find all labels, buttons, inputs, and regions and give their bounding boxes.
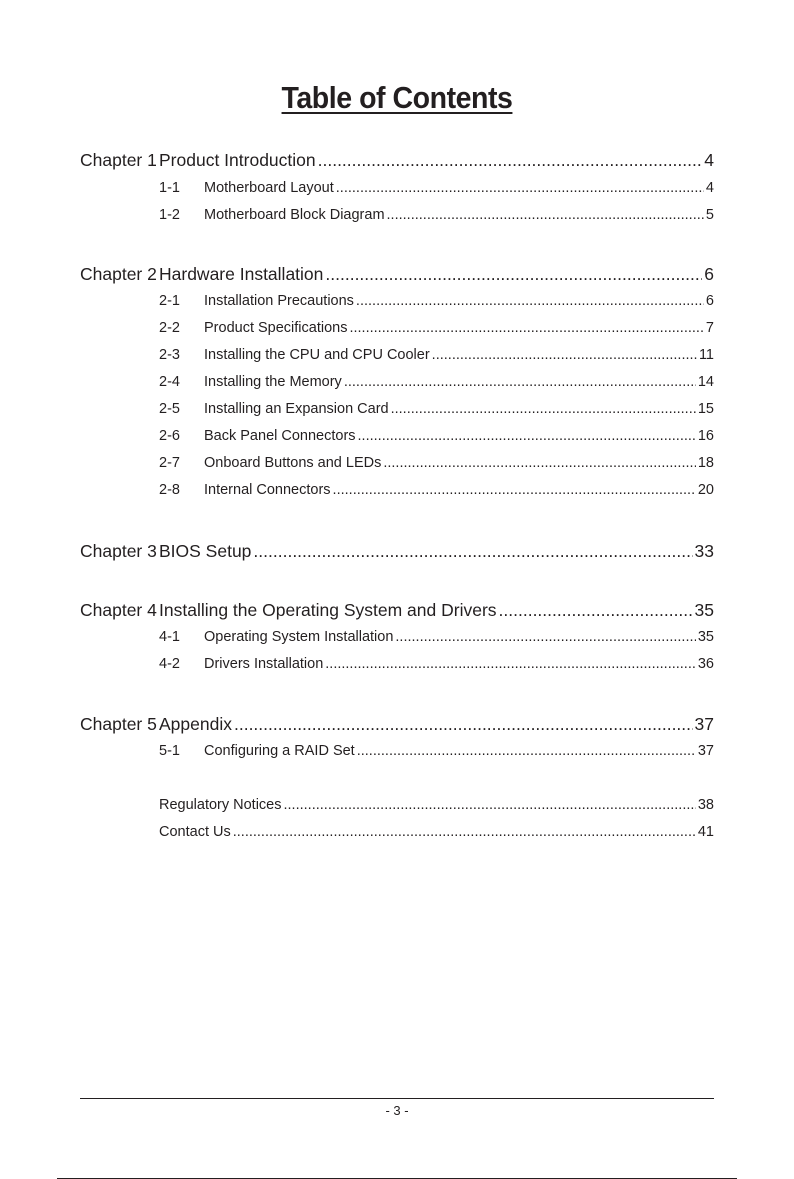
section-page-number: 11 [698, 347, 714, 363]
toc-section-1-2[interactable] [159, 207, 714, 223]
toc-section-2-8[interactable] [159, 482, 714, 498]
chapter-title: Hardware Installation [159, 264, 324, 284]
toc-contact-us[interactable] [159, 824, 714, 840]
section-title: Installation Precautions [204, 293, 354, 309]
chapter-label: Chapter 3 [80, 541, 157, 561]
section-title: Onboard Buttons and LEDs [204, 455, 382, 471]
section-page-number: 6 [705, 293, 714, 309]
chapter-label: Chapter 4 [80, 600, 157, 620]
leader-dots [325, 656, 696, 672]
toc-chapter-5[interactable] [80, 714, 714, 735]
leader-dots [325, 264, 702, 285]
chapter-label: Chapter 5 [80, 714, 157, 734]
section-number: 2-5 [159, 401, 180, 417]
extra-title: Contact Us [159, 824, 231, 840]
toc-section-2-7[interactable] [159, 455, 714, 471]
section-page-number: 15 [697, 401, 714, 417]
section-number: 1-2 [159, 207, 180, 223]
leader-dots [395, 629, 695, 645]
chapter-page-number: 33 [694, 541, 714, 561]
section-page-number: 4 [705, 180, 714, 196]
chapter-title: Appendix [159, 714, 232, 734]
toc-chapter-1[interactable] [80, 150, 714, 171]
chapter-title: Product Introduction [159, 150, 316, 170]
leader-dots [432, 347, 697, 363]
chapter-title: BIOS Setup [159, 541, 252, 561]
leader-dots [349, 320, 703, 336]
section-page-number: 7 [705, 320, 714, 336]
leader-dots [284, 797, 696, 813]
leader-dots [356, 293, 704, 309]
leader-dots [357, 743, 696, 759]
chapter-label: Chapter 2 [80, 264, 157, 284]
section-number: 2-6 [159, 428, 180, 444]
toc-regulatory-notices[interactable] [159, 797, 714, 813]
toc-chapter-3[interactable] [80, 541, 714, 562]
leader-dots [234, 714, 693, 735]
page-title: Table of Contents [281, 80, 513, 115]
leader-dots [318, 150, 703, 171]
section-title: Internal Connectors [204, 482, 331, 498]
chapter-label: Chapter 1 [80, 150, 157, 170]
chapter-page-number: 4 [704, 150, 714, 170]
section-title: Drivers Installation [204, 656, 324, 672]
leader-dots [383, 455, 696, 471]
section-title: Installing the CPU and CPU Cooler [204, 347, 430, 363]
toc-section-2-5[interactable] [159, 401, 714, 417]
section-page-number: 14 [697, 374, 714, 390]
leader-dots [333, 482, 696, 498]
section-number: 4-1 [159, 629, 180, 645]
section-number: 2-1 [159, 293, 180, 309]
section-title: Installing the Memory [204, 374, 342, 390]
section-title: Operating System Installation [204, 629, 394, 645]
section-number: 2-3 [159, 347, 180, 363]
leader-dots [233, 824, 696, 840]
section-title: Product Specifications [204, 320, 348, 336]
section-number: 2-2 [159, 320, 180, 336]
leader-dots [387, 207, 704, 223]
leader-dots [336, 180, 704, 196]
section-page-number: 16 [697, 428, 714, 444]
section-number: 4-2 [159, 656, 180, 672]
section-page-number: 20 [697, 482, 714, 498]
toc-section-2-3[interactable] [159, 347, 714, 363]
leader-dots [358, 428, 696, 444]
leader-dots [253, 541, 692, 562]
section-title: Configuring a RAID Set [204, 743, 355, 759]
section-title: Motherboard Block Diagram [204, 207, 385, 223]
toc-section-5-1[interactable] [159, 743, 714, 759]
extra-title: Regulatory Notices [159, 797, 282, 813]
section-number: 1-1 [159, 180, 180, 196]
section-number: 2-8 [159, 482, 180, 498]
section-page-number: 37 [697, 743, 714, 759]
section-page-number: 18 [697, 455, 714, 471]
section-page-number: 36 [697, 656, 714, 672]
toc-section-2-6[interactable] [159, 428, 714, 444]
toc-section-2-4[interactable] [159, 374, 714, 390]
footer-divider [80, 1098, 714, 1099]
chapter-page-number: 35 [694, 600, 714, 620]
toc-section-4-1[interactable] [159, 629, 714, 645]
toc-section-4-2[interactable] [159, 656, 714, 672]
chapter-page-number: 6 [704, 264, 714, 284]
section-title: Motherboard Layout [204, 180, 334, 196]
section-title: Back Panel Connectors [204, 428, 356, 444]
section-page-number: 5 [705, 207, 714, 223]
toc-chapter-2[interactable] [80, 264, 714, 285]
extra-page-number: 41 [697, 824, 714, 840]
section-title: Installing an Expansion Card [204, 401, 389, 417]
leader-dots [344, 374, 696, 390]
leader-dots [391, 401, 696, 417]
section-page-number: 35 [697, 629, 714, 645]
leader-dots [499, 600, 693, 621]
footer-page-number: - 3 - [385, 1103, 409, 1118]
extra-page-number: 38 [697, 797, 714, 813]
section-number: 2-7 [159, 455, 180, 471]
toc-section-1-1[interactable] [159, 180, 714, 196]
section-number: 5-1 [159, 743, 180, 759]
toc-section-2-1[interactable] [159, 293, 714, 309]
chapter-page-number: 37 [694, 714, 714, 734]
toc-chapter-4[interactable] [80, 600, 714, 621]
toc-section-2-2[interactable] [159, 320, 714, 336]
chapter-title: Installing the Operating System and Drivers [159, 600, 497, 620]
section-number: 2-4 [159, 374, 180, 390]
